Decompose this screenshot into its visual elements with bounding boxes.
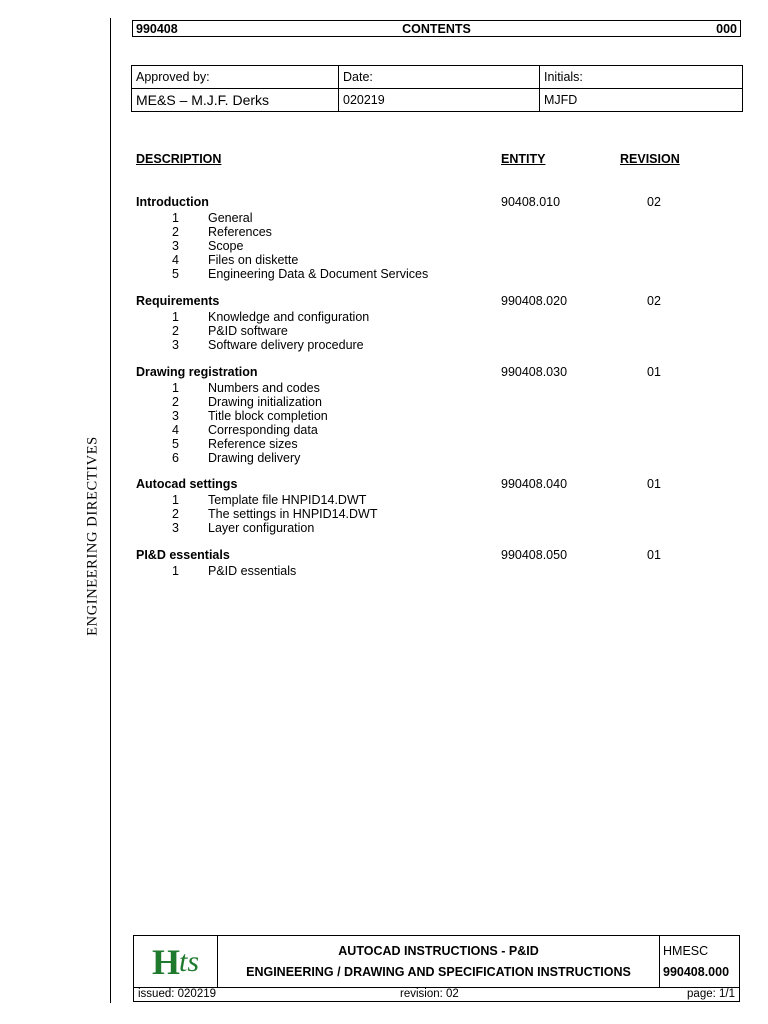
section-revision: 02: [647, 195, 661, 209]
issue-info-row: [133, 987, 740, 1002]
item-text: Drawing initialization: [208, 395, 322, 409]
item-text: Scope: [208, 239, 244, 253]
list-item: [0, 564, 768, 578]
list-item: [0, 423, 768, 437]
section-entity: 90408.010: [501, 195, 561, 209]
item-text: Corresponding data: [208, 423, 318, 437]
side-label: ENGINEERING DIRECTIVES: [84, 436, 101, 636]
item-text: Reference sizes: [208, 437, 298, 451]
item-number: 2: [172, 225, 179, 239]
item-text: The settings in HNPID14.DWT: [208, 507, 378, 521]
section-revision: 01: [647, 477, 661, 491]
hts-logo: H ts: [134, 936, 218, 987]
list-item: [0, 267, 768, 281]
list-item: [0, 493, 768, 507]
approved-by-value: ME&S – M.J.F. Derks: [132, 89, 339, 112]
revision-column-header: REVISION: [620, 152, 680, 166]
list-item: [0, 521, 768, 535]
item-text: Template file HNPID14.DWT: [208, 493, 367, 507]
list-item: [0, 451, 768, 465]
section-title: Requirements: [136, 294, 220, 308]
date-value: 020219: [339, 89, 540, 112]
item-number: 4: [172, 423, 179, 437]
page-info: page: 1/1: [687, 988, 735, 1000]
description-column-header: DESCRIPTION: [136, 152, 222, 166]
approval-table: [131, 65, 743, 112]
item-number: 2: [172, 324, 179, 338]
item-number: 3: [172, 338, 179, 352]
item-text: Files on diskette: [208, 253, 299, 267]
item-text: Layer configuration: [208, 521, 315, 535]
list-item: [0, 310, 768, 324]
section-items: [0, 211, 768, 281]
item-number: 4: [172, 253, 179, 267]
item-text: Numbers and codes: [208, 381, 320, 395]
list-item: [0, 338, 768, 352]
item-number: 1: [172, 211, 179, 225]
list-item: [0, 253, 768, 267]
list-item: [0, 381, 768, 395]
document-code: 990408.000: [663, 965, 730, 980]
item-text: References: [208, 225, 272, 239]
list-item: [0, 395, 768, 409]
initials-label: Initials:: [540, 66, 743, 89]
section-entity: 990408.050: [501, 548, 568, 562]
issued-date: issued: 020219: [138, 988, 217, 1000]
section-entity: 990408.030: [501, 365, 568, 379]
approved-by-label: Approved by:: [132, 66, 339, 89]
title-line-2: ENGINEERING / DRAWING AND SPECIFICATION INSTRUCTIONS: [246, 965, 631, 980]
title-block: [133, 935, 740, 988]
header-page-code: 000: [716, 21, 737, 36]
item-number: 2: [172, 395, 179, 409]
section-entity: 990408.040: [501, 477, 568, 491]
item-text: Knowledge and configuration: [208, 310, 370, 324]
section-items: [0, 493, 768, 535]
item-number: 6: [172, 451, 179, 465]
item-number: 3: [172, 409, 179, 423]
item-number: 5: [172, 437, 179, 451]
section-items: [0, 564, 768, 578]
section-title: Introduction: [136, 195, 209, 209]
title-block-titles: [218, 936, 660, 987]
initials-value: MJFD: [540, 89, 743, 112]
section-title: PI&D essentials: [136, 548, 230, 562]
item-text: Drawing delivery: [208, 451, 301, 465]
header-doc-number: 990408: [136, 21, 178, 36]
section-items: [0, 310, 768, 352]
organization-code: HMESC: [663, 943, 709, 958]
item-text: General: [208, 211, 253, 225]
header-title: CONTENTS: [402, 21, 471, 36]
revision-info: revision: 02: [400, 988, 459, 1000]
item-number: 2: [172, 507, 179, 521]
item-number: 3: [172, 521, 179, 535]
item-number: 1: [172, 381, 179, 395]
section-entity: 990408.020: [501, 294, 568, 308]
item-number: 1: [172, 493, 179, 507]
item-number: 1: [172, 310, 179, 324]
list-item: [0, 409, 768, 423]
section-title: Autocad settings: [136, 477, 238, 491]
title-line-1: AUTOCAD INSTRUCTIONS - P&ID: [338, 943, 539, 958]
list-item: [0, 225, 768, 239]
title-block-codes: [660, 936, 739, 987]
list-item: [0, 211, 768, 225]
section-items: [0, 381, 768, 465]
list-item: [0, 239, 768, 253]
item-number: 1: [172, 564, 179, 578]
document-header: [132, 20, 741, 37]
item-number: 3: [172, 239, 179, 253]
section-revision: 01: [647, 365, 661, 379]
date-label: Date:: [339, 66, 540, 89]
list-item: [0, 324, 768, 338]
section-revision: 01: [647, 548, 661, 562]
item-text: P&ID software: [208, 324, 288, 338]
item-number: 5: [172, 267, 179, 281]
item-text: P&ID essentials: [208, 564, 297, 578]
item-text: Engineering Data & Document Services: [208, 267, 429, 281]
entity-column-header: ENTITY: [501, 152, 546, 166]
section-title: Drawing registration: [136, 365, 258, 379]
section-revision: 02: [647, 294, 661, 308]
list-item: [0, 507, 768, 521]
item-text: Software delivery procedure: [208, 338, 364, 352]
list-item: [0, 437, 768, 451]
item-text: Title block completion: [208, 409, 328, 423]
